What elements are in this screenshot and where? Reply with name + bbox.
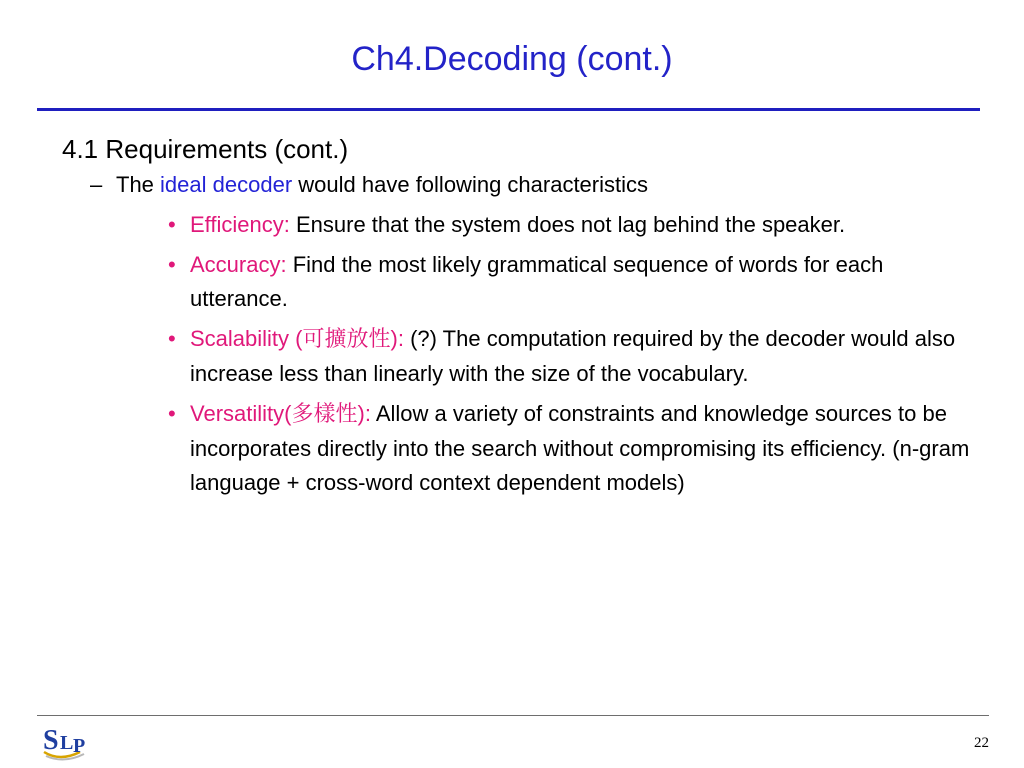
sub-point: [90, 168, 982, 202]
svg-text:S: S: [43, 725, 59, 756]
slp-logo: [40, 722, 96, 762]
bullet-marker: •: [168, 401, 176, 426]
bullet-term-chinese: 多樣性: [291, 402, 358, 427]
section-heading: 4.1 Requirements (cont.): [62, 134, 349, 164]
svg-text:P: P: [73, 735, 86, 757]
bullet-versatility: [168, 397, 975, 500]
bullet-scalability: [168, 322, 975, 391]
bullet-term: [190, 401, 371, 426]
slide-content: [62, 130, 982, 500]
title-divider: [37, 108, 980, 111]
bullet-marker: •: [168, 326, 176, 351]
bullet-term: [190, 326, 404, 351]
slide-title: Ch4.Decoding (cont.): [351, 40, 673, 78]
bullet-term-close: ):: [390, 326, 404, 351]
bullet-marker: •: [168, 252, 176, 277]
bullet-text: Allow a variety of constraints and knowledge sources to be incorporates directly into the search without compromising its efficiency. (n-gram language + cross-word context dependent models): [190, 401, 970, 495]
bullet-term: Efficiency:: [190, 212, 290, 237]
bullet-term-chinese: 可擴放性: [302, 327, 391, 352]
sub-point-keyword: ideal decoder: [160, 172, 293, 197]
bullet-text: Find the most likely grammatical sequence of words for each utterance.: [190, 252, 884, 311]
svg-text:L: L: [60, 732, 74, 754]
sub-point-suffix: would have following characteristics: [298, 172, 649, 197]
sub-point-prefix: The: [116, 172, 154, 197]
dash-marker: –: [90, 172, 103, 197]
bullet-term-main: Versatility(: [190, 401, 292, 426]
bullet-marker: •: [168, 212, 176, 237]
characteristics-list: [62, 208, 982, 500]
footer-divider: [37, 715, 989, 716]
bullet-text: Ensure that the system does not lag behind the speaker.: [295, 212, 846, 237]
bullet-text: (?) The computation required by the decoder would also increase less than linearly with the size of the vocabulary.: [190, 326, 956, 386]
page-number: 22: [974, 735, 989, 751]
bullet-accuracy: [168, 248, 975, 316]
bullet-term: Accuracy:: [190, 252, 287, 277]
bullet-efficiency: [168, 208, 975, 242]
bullet-term-main: Scalability (: [190, 326, 303, 351]
bullet-term-close: ):: [357, 401, 371, 426]
